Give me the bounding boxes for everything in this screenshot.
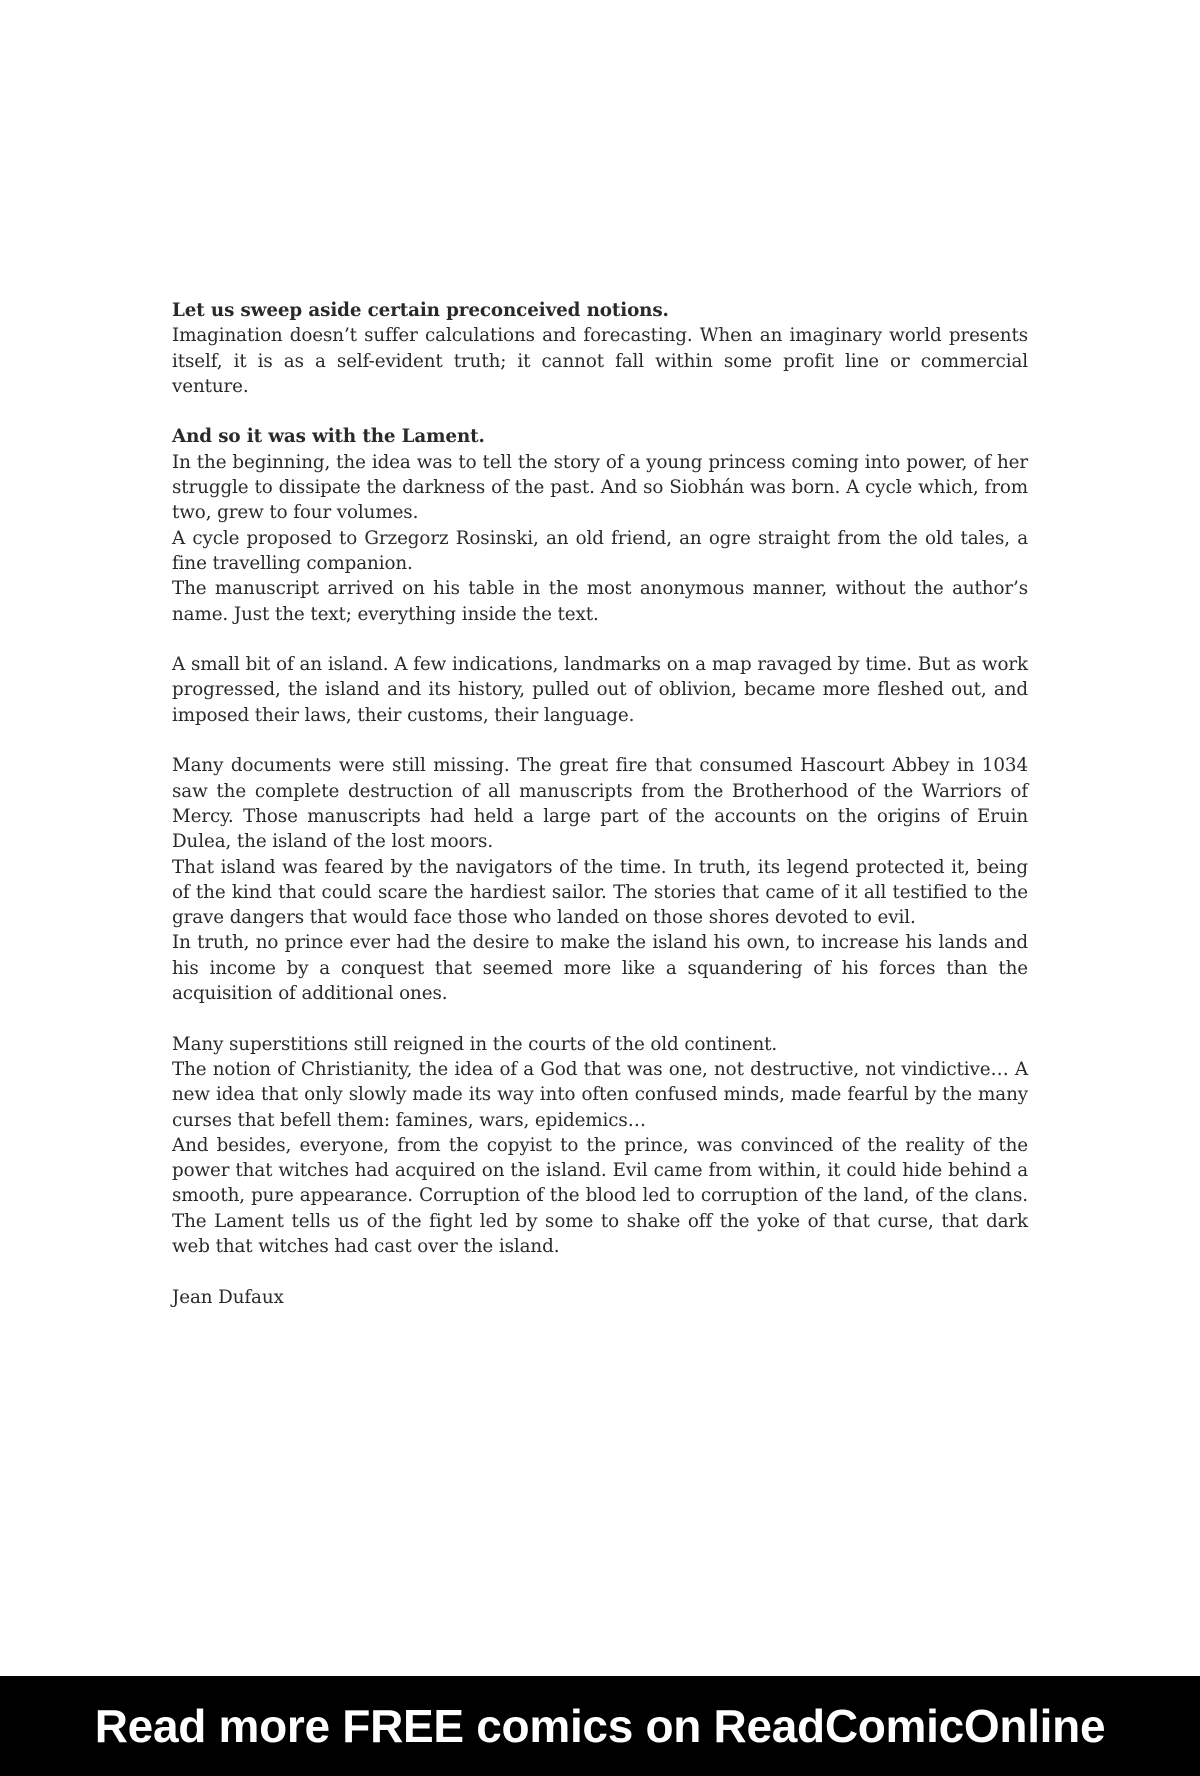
paragraph-line: Imagination doesn’t suffer calculations and forecasting. When an imaginary world presents itself, it is as a self-evident truth; it cannot fall within some profit line or commercial venture. <box>172 325 1028 397</box>
paragraph-gap <box>172 728 1028 753</box>
paragraph-line: A small bit of an island. A few indications, landmarks on a map ravaged by time. But as work progressed, the island and its history, pulled out of oblivion, became more fleshed out, and imposed their laws, their customs, their language. <box>172 654 1028 726</box>
paragraph-lead: And so it was with the Lament. <box>172 426 485 448</box>
paragraph-gap <box>172 627 1028 652</box>
author-signature: Jean Dufaux <box>172 1286 284 1308</box>
paragraph-gap <box>172 399 1028 424</box>
paragraph-gap <box>172 1259 1028 1284</box>
paragraph-gap <box>172 1006 1028 1031</box>
foreword-text <box>172 298 1028 1310</box>
paragraph-line: Many superstitions still reigned in the courts of the old continent. <box>172 1033 778 1055</box>
promo-banner[interactable] <box>0 1676 1200 1776</box>
paragraph-line: The notion of Christianity, the idea of a God that was one, not destructive, not vindictive… A new idea that only slowly made its way into often confused minds, made fearful by the many curses that befell them: famines, wars, epidemics… <box>172 1058 1028 1131</box>
paragraph-line: In truth, no prince ever had the desire to make the island his own, to increase his lands and his income by a conquest that seemed more like a squandering of his forces than the acquisition of additional ones. <box>172 932 1028 1005</box>
paragraph-line: A cycle proposed to Grzegorz Rosinski, an old friend, an ogre straight from the old tales, a fine travelling companion. <box>172 527 1028 574</box>
promo-banner-text[interactable]: Read more FREE comics on ReadComicOnline <box>94 1700 1106 1752</box>
paragraph-line: Many documents were still missing. The great fire that consumed Hascourt Abbey in 1034 saw the complete destruction of all manuscripts from the Brotherhood of the Warriors of Mercy. Those manuscripts had held a large part of the accounts on the origins of Eruin Dulea, the island of the lost moors. <box>172 755 1028 853</box>
paragraph-line: In the beginning, the idea was to tell the story of a young princess coming into power, of her struggle to dissipate the darkness of the past. And so Siobhán was born. A cycle which, from two, grew to four volumes. <box>172 451 1028 524</box>
paragraph-lead: Let us sweep aside certain preconceived notions. <box>172 300 669 321</box>
paragraph-line: That island was feared by the navigators of the time. In truth, its legend protected it, being of the kind that could scare the hardiest sailor. The stories that came of it all testified to the grave dangers that would face those who landed on those shores devoted to evil. <box>172 856 1028 929</box>
paragraph-line: The manuscript arrived on his table in the most anonymous manner, without the author’s name. Just the text; everything inside the text. <box>172 578 1028 625</box>
paragraph-line: And besides, everyone, from the copyist to the prince, was convinced of the reality of the power that witches had acquired on the island. Evil came from within, it could hide behind a smooth, pure appearance. Corruption of the blood led to corruption of the land, of the clans. The Lament tells us of the fight led by some to shake off the yoke of that curse, that dark web that witches had cast over the island. <box>172 1134 1028 1257</box>
